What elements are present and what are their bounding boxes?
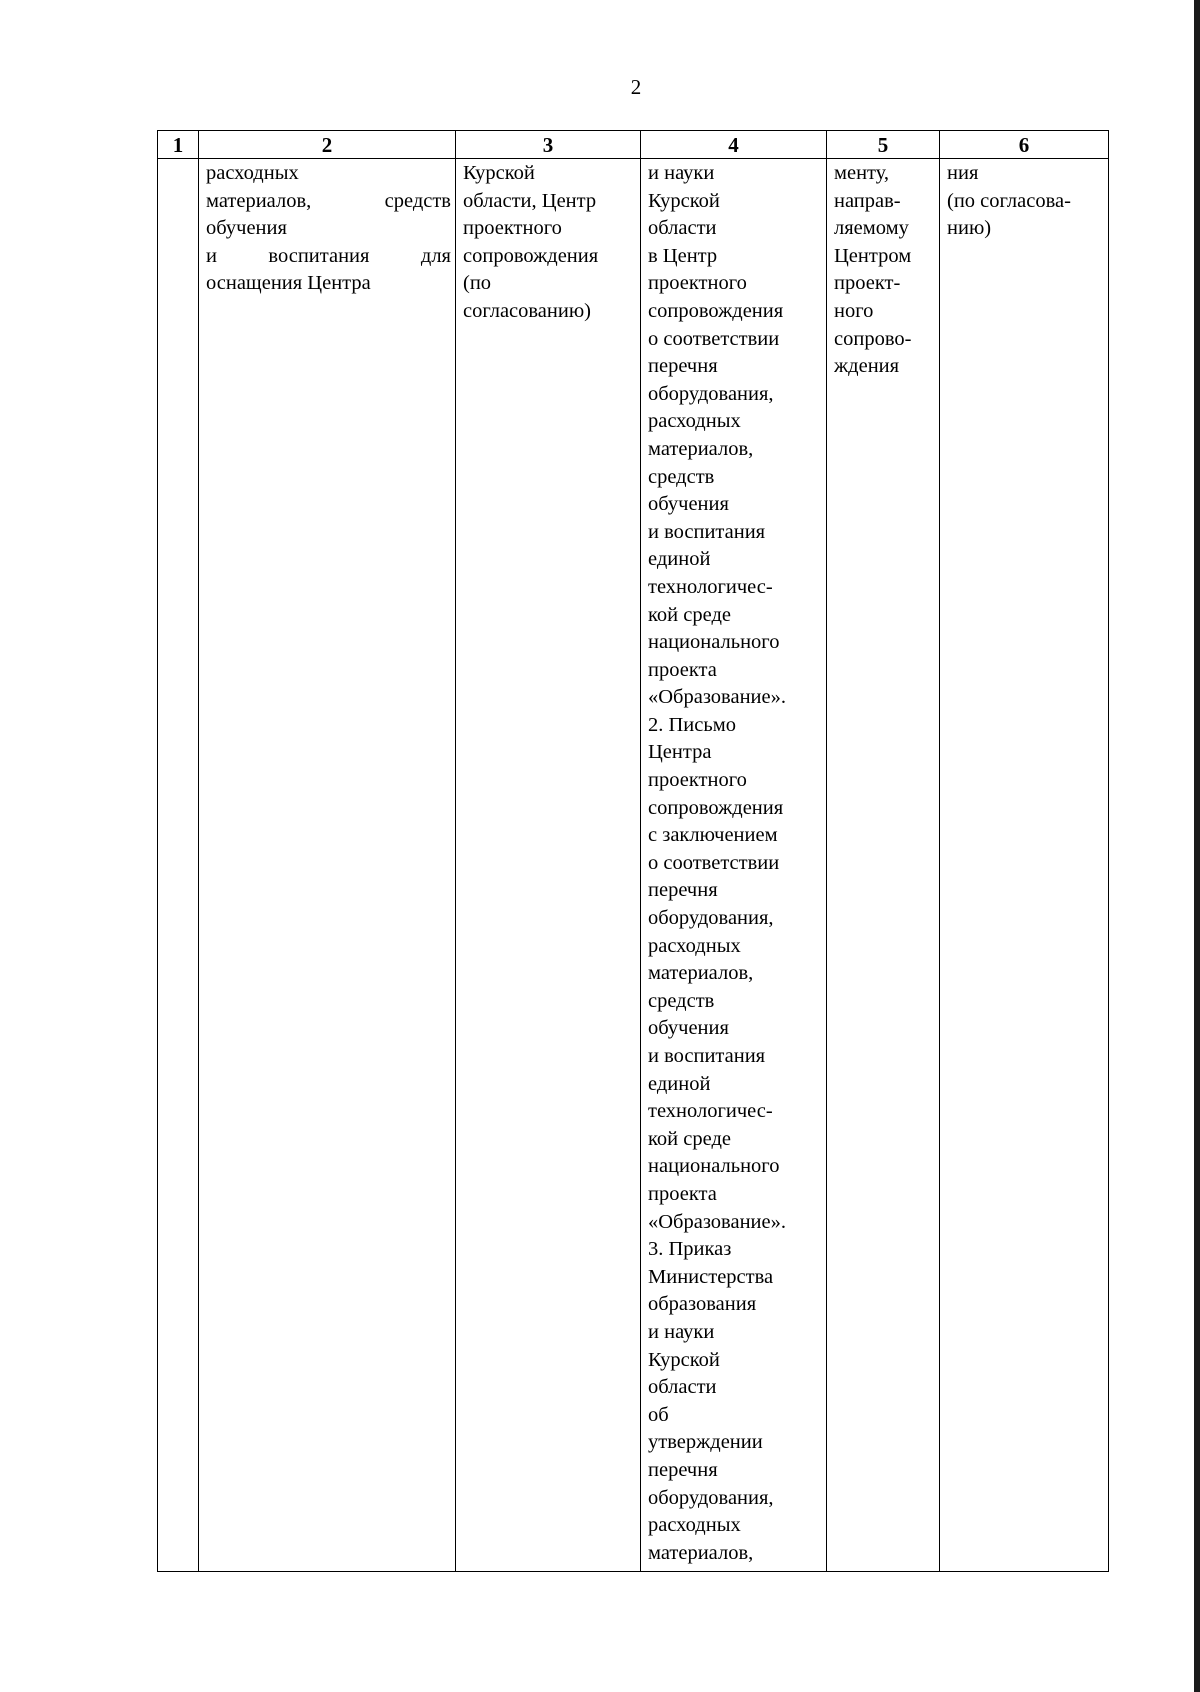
col4-line: «Образование». bbox=[648, 686, 786, 709]
col2-word: средств bbox=[384, 189, 451, 212]
col3-line: (по bbox=[463, 272, 492, 295]
col4-line: перечня bbox=[648, 879, 718, 902]
col4-line: оборудования, bbox=[648, 907, 774, 930]
col4-line: проектного bbox=[648, 272, 747, 295]
col4-line: материалов, bbox=[648, 962, 754, 985]
col4-line: расходных bbox=[648, 934, 741, 957]
col5-line: ляемому bbox=[834, 217, 909, 240]
column-header-2: 2 bbox=[199, 131, 456, 159]
col3-line: области, Центр bbox=[463, 189, 597, 212]
col4-line: Курской bbox=[648, 189, 720, 212]
col2-word: оснащения Центра bbox=[206, 272, 371, 295]
column-header-6: 6 bbox=[940, 131, 1109, 159]
col4-line: материалов, bbox=[648, 437, 754, 460]
col3-line: проектного bbox=[463, 217, 562, 240]
col4-line: кой среде bbox=[648, 603, 731, 626]
col4-line: и науки bbox=[648, 162, 715, 184]
col4-line: и науки bbox=[648, 1320, 715, 1343]
col4-line: кой среде bbox=[648, 1127, 731, 1150]
col2-line bbox=[206, 215, 451, 243]
col4-line: расходных bbox=[648, 1514, 741, 1537]
col5-line: проект- bbox=[834, 272, 901, 295]
col4-line: Центра bbox=[648, 741, 712, 764]
col4-line: перечня bbox=[648, 355, 718, 378]
col4-line: обучения bbox=[648, 1017, 729, 1040]
col4-line: национального bbox=[648, 1155, 780, 1178]
col4-line: национального bbox=[648, 631, 780, 654]
col4-line: Министерства bbox=[648, 1265, 774, 1288]
cell-col3 bbox=[456, 159, 641, 1572]
col2-line bbox=[206, 243, 451, 271]
cell-col6 bbox=[940, 159, 1109, 1572]
col2-word: материалов, bbox=[206, 189, 312, 212]
col3-line: согласованию) bbox=[463, 299, 591, 322]
col5-line: направ- bbox=[834, 189, 901, 212]
col4-line: единой bbox=[648, 1072, 711, 1095]
col4-line: с заключением bbox=[648, 824, 778, 847]
col4-line: средств bbox=[648, 989, 715, 1012]
col4-line: проектного bbox=[648, 769, 747, 792]
col2-word: и bbox=[206, 244, 217, 267]
page-number: 2 bbox=[630, 75, 642, 99]
col2-line bbox=[206, 160, 451, 188]
col4-line: материалов, bbox=[648, 1541, 754, 1564]
col4-line: 3. Приказ bbox=[648, 1238, 732, 1261]
col4-line: перечня bbox=[648, 1458, 718, 1481]
col5-line: менту, bbox=[834, 162, 890, 184]
col4-line: утверждении bbox=[648, 1431, 763, 1454]
cell-col5 bbox=[827, 159, 940, 1572]
col4-line: сопровождения bbox=[648, 299, 784, 322]
col6-line: нию) bbox=[947, 217, 992, 240]
col4-line: технологичес- bbox=[648, 1100, 773, 1123]
col4-line: оборудования, bbox=[648, 382, 774, 405]
col4-line: и воспитания bbox=[648, 1045, 766, 1067]
col4-line: о соответствии bbox=[648, 327, 780, 350]
col4-line: единой bbox=[648, 548, 711, 571]
col4-line: и воспитания bbox=[648, 520, 766, 543]
col3-line: сопровождения bbox=[463, 244, 599, 267]
col6-line: (по согласова- bbox=[947, 189, 1071, 212]
col4-line: об bbox=[648, 1403, 669, 1426]
col4-line: расходных bbox=[648, 410, 741, 433]
col4-line: оборудования, bbox=[648, 1486, 774, 1509]
col4-line: области bbox=[648, 1376, 717, 1399]
col4-line: проекта bbox=[648, 1182, 717, 1205]
col5-line: ждения bbox=[834, 355, 900, 378]
col5-line: ного bbox=[834, 299, 874, 322]
column-header-3: 3 bbox=[456, 131, 641, 159]
col4-line: технологичес- bbox=[648, 575, 773, 598]
col5-line: сопрово- bbox=[834, 327, 912, 350]
col2-line bbox=[206, 270, 451, 298]
col2-word: обучения bbox=[206, 217, 287, 240]
table-header-row bbox=[158, 131, 1109, 159]
col2-word: воспитания bbox=[268, 244, 370, 267]
col4-line: сопровождения bbox=[648, 796, 784, 819]
col4-line: средств bbox=[648, 465, 715, 488]
column-header-1: 1 bbox=[158, 131, 199, 159]
col3-line: Курской bbox=[463, 162, 535, 184]
cell-col2 bbox=[199, 159, 456, 1572]
column-header-4: 4 bbox=[641, 131, 827, 159]
table-row bbox=[158, 159, 1109, 1572]
col4-line: о соответствии bbox=[648, 851, 780, 874]
cell-col4 bbox=[641, 159, 827, 1572]
cell-col1 bbox=[158, 159, 199, 1572]
col4-line: обучения bbox=[648, 493, 729, 516]
col2-line bbox=[206, 188, 451, 216]
scan-edge bbox=[1194, 0, 1200, 1692]
col2-word: расходных bbox=[206, 162, 299, 184]
col4-line: образования bbox=[648, 1293, 757, 1316]
col4-line: 2. Письмо bbox=[648, 713, 736, 736]
col4-line: в Центр bbox=[648, 244, 718, 267]
column-header-5: 5 bbox=[827, 131, 940, 159]
col2-word: для bbox=[420, 244, 451, 267]
col4-line: области bbox=[648, 217, 717, 240]
col4-line: «Образование». bbox=[648, 1210, 786, 1233]
col6-line: ния bbox=[947, 162, 979, 184]
col4-line: Курской bbox=[648, 1348, 720, 1371]
document-table bbox=[157, 130, 1109, 1572]
col5-line: Центром bbox=[834, 244, 912, 267]
col4-line: проекта bbox=[648, 658, 717, 681]
